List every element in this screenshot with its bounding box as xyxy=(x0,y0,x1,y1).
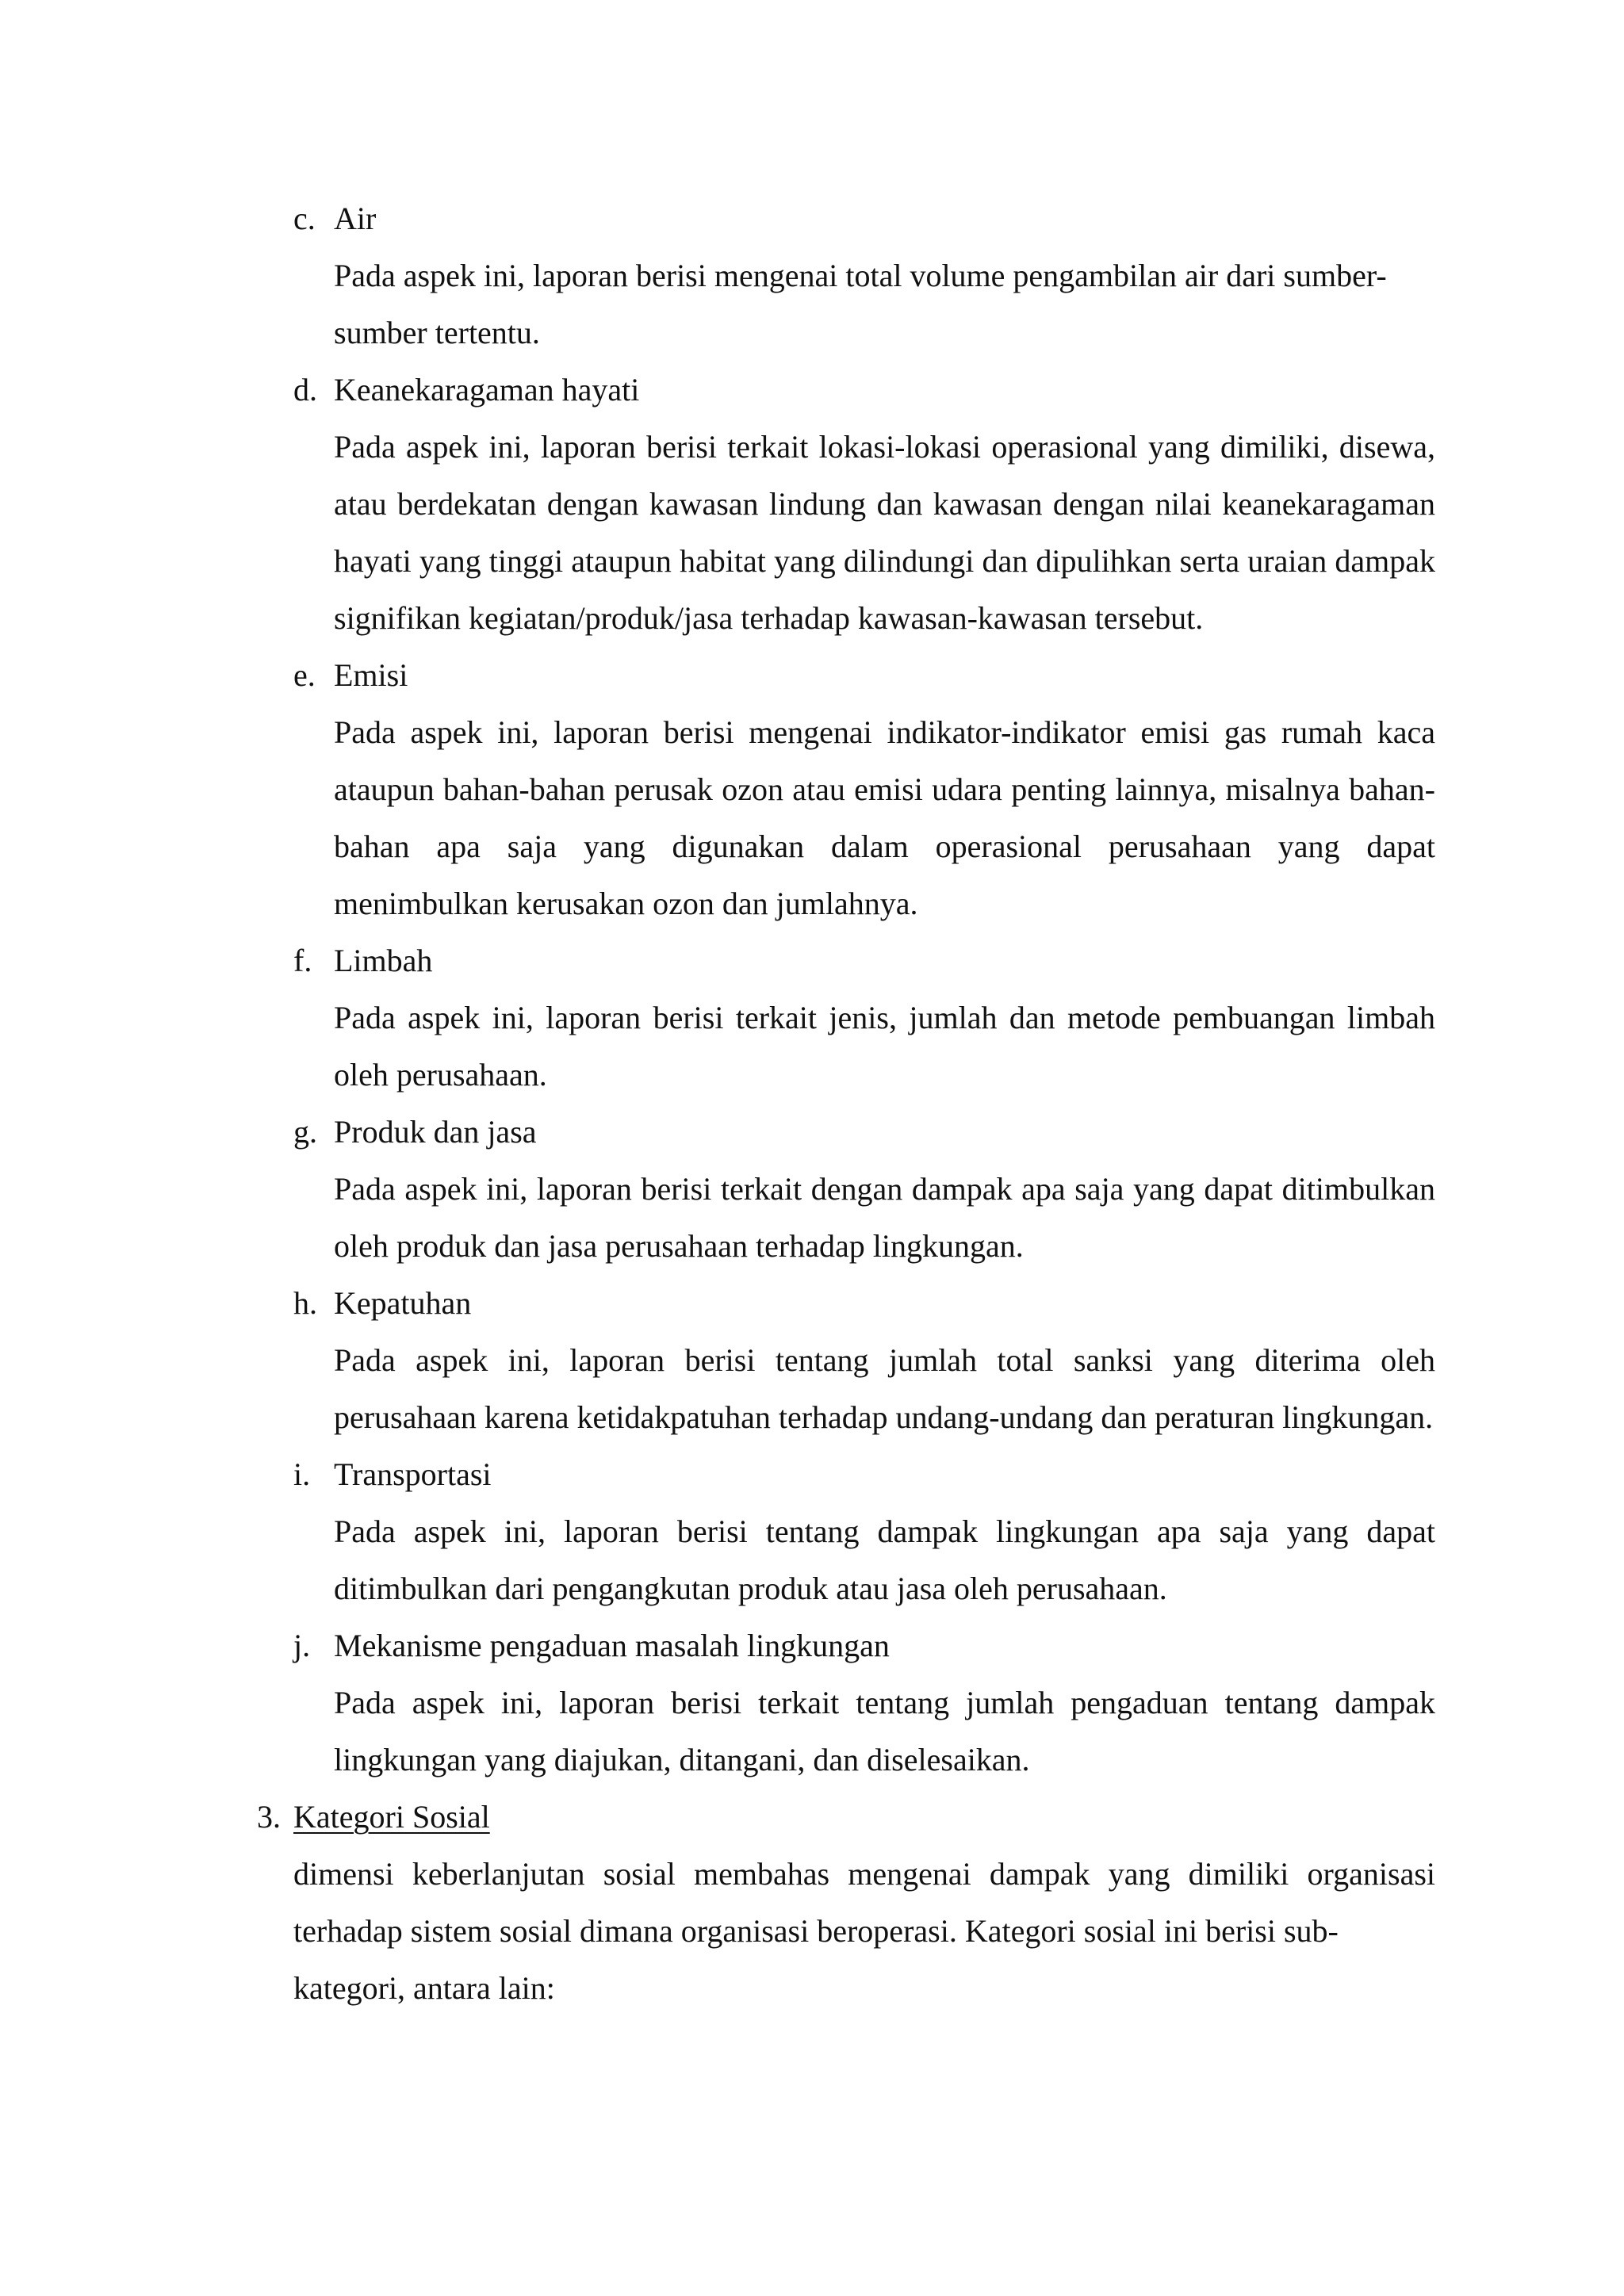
section-heading: Kategori Sosial xyxy=(293,1799,490,1835)
item-title: Mekanisme pengaduan masalah lingkungan xyxy=(334,1628,890,1663)
list-item-kategori-sosial xyxy=(238,1789,1435,2017)
list-item-mekanisme-pengaduan xyxy=(238,1617,1435,1789)
list-marker: i. xyxy=(293,1456,311,1492)
list-item-produk-dan-jasa xyxy=(238,1104,1435,1275)
item-body: Pada aspek ini, laporan berisi terkait tentang jumlah pengaduan tentang dampak lingkungan yang diajukan, ditangani, dan diselesaikan. xyxy=(334,1685,1435,1777)
item-title: Transportasi xyxy=(334,1456,492,1492)
list-item-keanekaragaman-hayati xyxy=(238,362,1435,647)
list-marker: c. xyxy=(293,201,316,236)
item-body: Pada aspek ini, laporan berisi tentang jumlah total sanksi yang diterima oleh perusahaan karena ketidakpatuhan terhadap undang-undang dan peraturan lingkungan. xyxy=(334,1342,1435,1435)
item-body: Pada aspek ini, laporan berisi mengenai total volume pengambilan air dari sumber- sumber tertentu. xyxy=(334,258,1387,350)
page-content xyxy=(238,190,1435,2017)
list-item-limbah xyxy=(238,932,1435,1104)
item-title: Air xyxy=(334,201,377,236)
list-item-air xyxy=(238,190,1435,362)
item-title: Produk dan jasa xyxy=(334,1114,537,1150)
list-item-transportasi xyxy=(238,1446,1435,1617)
list-marker: 3. xyxy=(257,1799,281,1835)
list-marker: j. xyxy=(293,1628,311,1663)
list-marker: d. xyxy=(293,372,317,408)
item-body: Pada aspek ini, laporan berisi mengenai indikator-indikator emisi gas rumah kaca ataupun bahan-bahan perusak ozon atau emisi udara penting lainnya, misalnya bahan-bahan apa saja yang digunakan dalam operasional perusahaan yang dapat menimbulkan kerusakan ozon dan jumlahnya. xyxy=(334,714,1435,921)
list-item-kepatuhan xyxy=(238,1275,1435,1446)
item-body: Pada aspek ini, laporan berisi tentang dampak lingkungan apa saja yang dapat ditimbulkan dari pengangkutan produk atau jasa oleh perusahaan. xyxy=(334,1513,1435,1606)
section-body: dimensi keberlanjutan sosial membahas mengenai dampak yang dimiliki organisasi terhadap sistem sosial dimana organisasi beroperasi. Kategori sosial ini berisi sub- kategori, antara lain: xyxy=(293,1856,1435,2006)
item-body: Pada aspek ini, laporan berisi terkait jenis, jumlah dan metode pembuangan limbah oleh perusahaan. xyxy=(334,1000,1435,1093)
item-title: Kepatuhan xyxy=(334,1285,472,1321)
list-marker: h. xyxy=(293,1285,317,1321)
item-title: Keanekaragaman hayati xyxy=(334,372,640,408)
item-body: Pada aspek ini, laporan berisi terkait lokasi-lokasi operasional yang dimiliki, disewa, atau berdekatan dengan kawasan lindung dan kawasan dengan nilai keanekaragaman hayati yang tinggi ataupun habitat yang dilindungi dan dipulihkan serta uraian dampak signifikan kegiatan/produk/jasa terhadap kawasan-kawasan tersebut. xyxy=(334,429,1435,636)
item-title: Emisi xyxy=(334,657,408,693)
list-marker: e. xyxy=(293,657,316,693)
item-title: Limbah xyxy=(334,943,433,978)
item-body: Pada aspek ini, laporan berisi terkait dengan dampak apa saja yang dapat ditimbulkan oleh produk dan jasa perusahaan terhadap lingkungan. xyxy=(334,1171,1435,1264)
list-marker: f. xyxy=(293,943,312,978)
list-item-emisi xyxy=(238,647,1435,932)
list-marker: g. xyxy=(293,1114,317,1150)
